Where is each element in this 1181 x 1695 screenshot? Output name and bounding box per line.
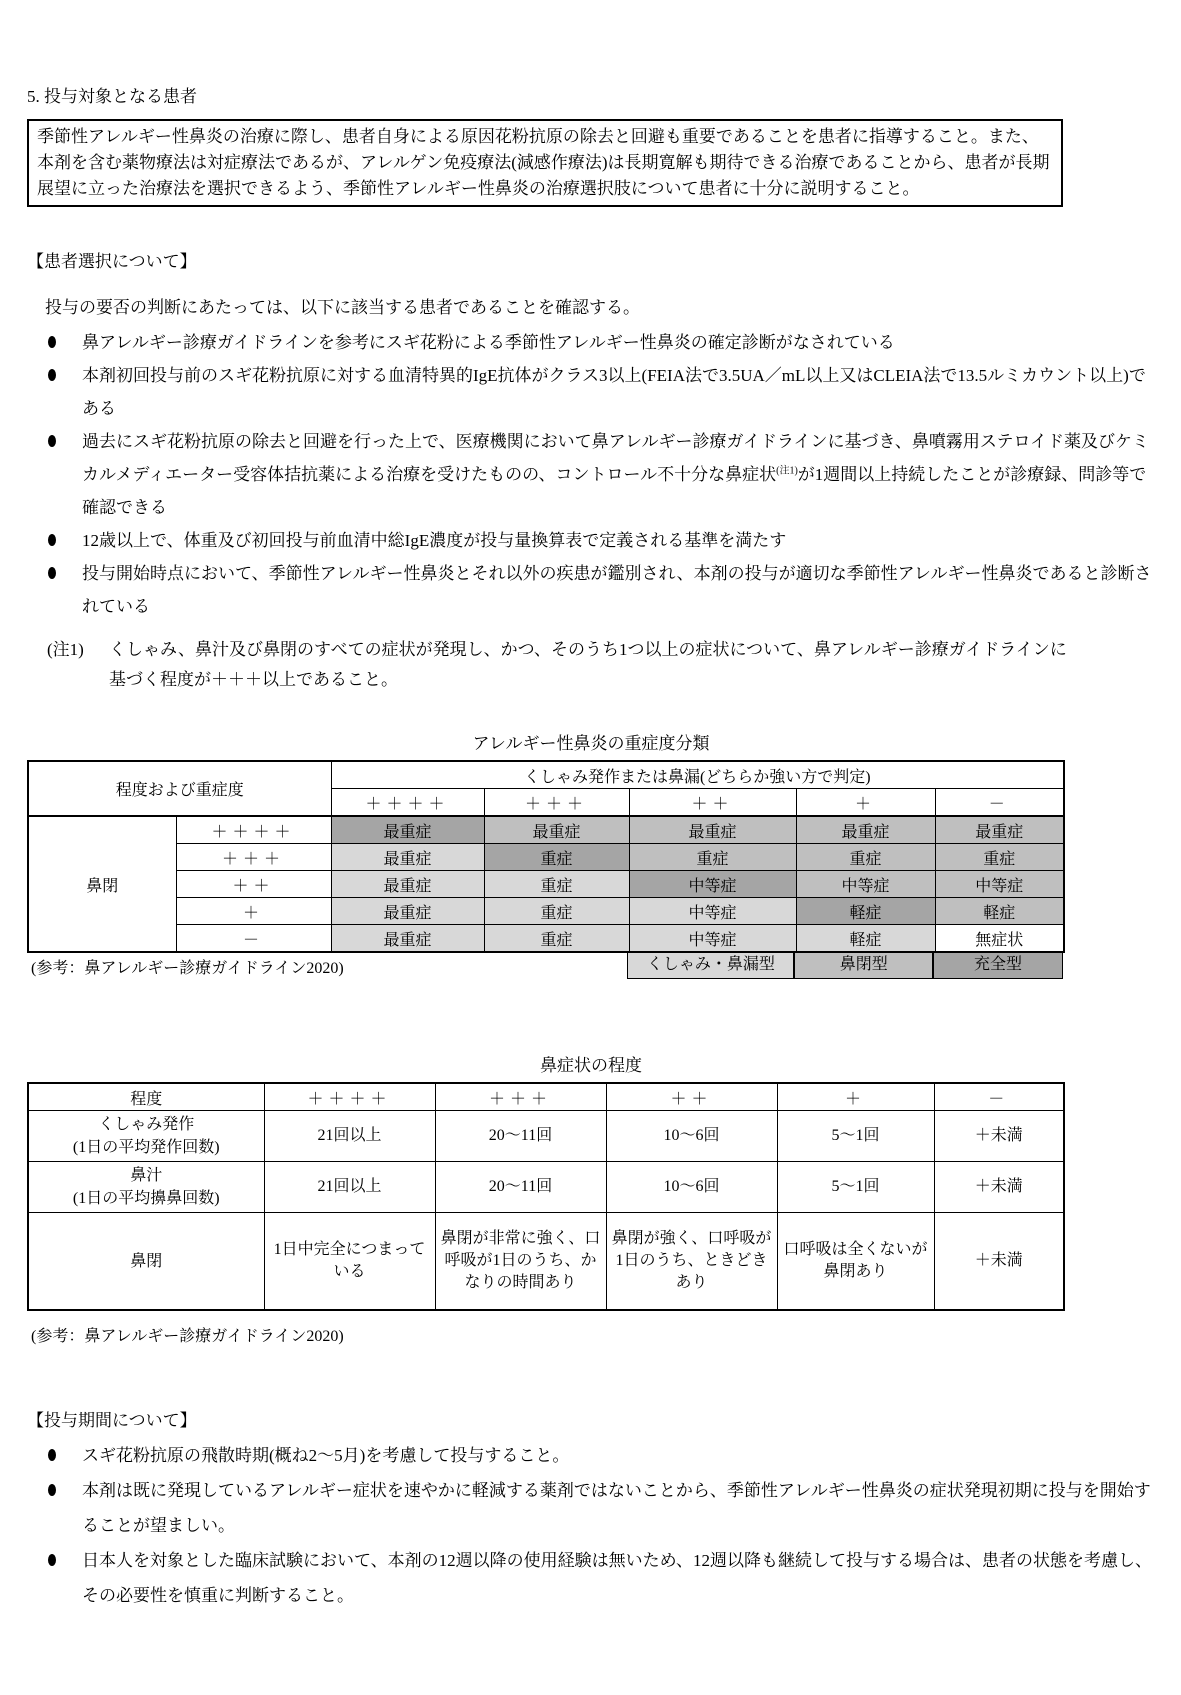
severity-row — [28, 925, 1064, 953]
bullet-item — [27, 524, 1155, 557]
severity-cell: 最重症 — [629, 816, 796, 844]
symptom-row-label — [28, 1213, 264, 1311]
type-cell: 充全型 — [933, 953, 1063, 979]
severity-cell: 最重症 — [331, 871, 484, 898]
symptom-cell: ＋未満 — [934, 1111, 1064, 1162]
severity-cell: 最重症 — [331, 898, 484, 925]
severity-table — [27, 760, 1065, 953]
severity-type-row — [27, 953, 1063, 979]
col-header: ＋＋＋ — [484, 789, 629, 817]
symptom-cell: 5〜1回 — [777, 1111, 934, 1162]
severity-cell: 重症 — [484, 844, 629, 871]
col-header: － — [935, 789, 1064, 817]
type-cell: 鼻閉型 — [794, 953, 933, 979]
severity-cell: 重症 — [484, 871, 629, 898]
severity-corner-header: 程度および重症度 — [28, 761, 331, 816]
bullet-text: 12歳以上で、体重及び初回投与前血清中総IgE濃度が投与量換算表で定義される基準を満たす — [82, 531, 787, 550]
bullet-text: 本剤初回投与前のスギ花粉抗原に対する血清特異的IgE抗体がクラス3以上(FEIA法で3.5UA／mL以上又はCLEIA法で13.5ルミカウント以上)である — [82, 366, 1146, 418]
bullet-icon — [48, 336, 56, 348]
severity-cell: 無症状 — [935, 925, 1064, 953]
col-header: ＋＋＋ — [435, 1083, 606, 1111]
bullet-text: 投与開始時点において、季節性アレルギー性鼻炎とそれ以外の疾患が鑑別され、本剤の投与が適切な季節性アレルギー性鼻炎であると診断されている — [82, 564, 1152, 616]
symptom-cell: 1日中完全につまっている — [264, 1213, 435, 1311]
patient-selection-intro: 投与の要否の判断にあたっては、以下に該当する患者であることを確認する。 — [45, 298, 640, 317]
severity-cell: 重症 — [935, 844, 1064, 871]
severity-cell: 最重症 — [796, 816, 935, 844]
bullet-text-pre: 過去にスギ花粉抗原の除去と回避を行った上で、医療機関において鼻アレルギー診療ガイドラインに基づき、鼻噴霧用ステロイド薬及びケミカルメディエーター受容体拮抗薬による治療を受けたものの、コントロール不十分な鼻症状 — [82, 432, 1150, 484]
severity-cell: 最重症 — [331, 844, 484, 871]
symptom-row-label — [28, 1162, 264, 1213]
bullet-icon — [48, 369, 56, 381]
row-header: ＋＋＋＋ — [176, 816, 331, 844]
severity-cell: 中等症 — [796, 871, 935, 898]
dosing-period-bullets — [27, 1438, 1155, 1613]
degree-header: 程度 — [28, 1083, 264, 1111]
row-header: － — [176, 925, 331, 953]
severity-cell: 重症 — [484, 898, 629, 925]
symptom-cell: 21回以上 — [264, 1162, 435, 1213]
symptom-name: 鼻汁 — [130, 1167, 163, 1184]
severity-cell: 最重症 — [484, 816, 629, 844]
severity-cell: 重症 — [484, 925, 629, 953]
symptom-table-reference: (参考：鼻アレルギー診療ガイドライン2020) — [31, 1328, 344, 1345]
bullet-icon — [48, 1449, 56, 1461]
severity-row — [28, 844, 1064, 871]
symptom-sublabel: (1日の平均擤鼻回数) — [72, 1190, 220, 1207]
bullet-text: スギ花粉抗原の飛散時期(概ね2〜5月)を考慮して投与すること。 — [82, 1446, 570, 1465]
bullet-text: 本剤は既に発現しているアレルギー症状を速やかに軽減する薬剤ではないことから、季節性アレルギー性鼻炎の症状発現初期に投与を開始することが望ましい。 — [82, 1481, 1151, 1535]
symptom-cell: 口呼吸は全くないが鼻閉あり — [777, 1213, 934, 1311]
symptom-name: くしゃみ発作 — [98, 1116, 195, 1133]
row-header: ＋＋＋ — [176, 844, 331, 871]
bullet-item — [27, 557, 1155, 623]
severity-cell: 中等症 — [629, 925, 796, 953]
symptom-row-label — [28, 1111, 264, 1162]
col-header: － — [934, 1083, 1064, 1111]
bullet-text: 日本人を対象とした臨床試験において、本剤の12週以降の使用経験は無いため、12週以降も継続して投与する場合は、患者の状態を考慮し、その必要性を慎重に判断すること。 — [82, 1551, 1152, 1605]
dosing-period-title: 【投与期間について】 — [27, 1411, 197, 1430]
bullet-icon — [48, 567, 56, 579]
severity-row — [28, 816, 1064, 844]
severity-cell: 軽症 — [796, 898, 935, 925]
symptom-cell: 鼻閉が非常に強く、口呼吸が1日のうち、かなりの時間あり — [435, 1213, 606, 1311]
type-cell: くしゃみ・鼻漏型 — [627, 953, 794, 979]
severity-cell: 最重症 — [331, 925, 484, 953]
severity-cell: 重症 — [796, 844, 935, 871]
col-header: ＋＋ — [629, 789, 796, 817]
symptom-cell: 鼻閉が強く、口呼吸が1日のうち、ときどきあり — [606, 1213, 777, 1311]
symptom-cell: 5〜1回 — [777, 1162, 934, 1213]
bullet-item — [27, 359, 1155, 425]
severity-cell: 最重症 — [935, 816, 1064, 844]
bullet-icon — [48, 534, 56, 546]
note1-text: くしゃみ、鼻汁及び鼻閉のすべての症状が発現し、かつ、そのうち1つ以上の症状について、鼻アレルギー診療ガイドラインに基づく程度が＋＋＋以上であること。 — [109, 640, 1067, 689]
symptom-row — [28, 1111, 1064, 1162]
col-header: ＋＋＋＋ — [331, 789, 484, 817]
severity-row — [28, 898, 1064, 925]
bullet-icon — [48, 1484, 56, 1496]
bullet-item — [27, 1543, 1155, 1613]
severity-cell: 中等症 — [935, 871, 1064, 898]
patient-selection-bullets — [27, 326, 1155, 623]
row-header: ＋ — [176, 898, 331, 925]
notice-box — [27, 119, 1063, 207]
severity-table-reference: (参考：鼻アレルギー診療ガイドライン2020) — [31, 959, 344, 977]
symptom-cell: 10〜6回 — [606, 1111, 777, 1162]
severity-table-title: アレルギー性鼻炎の重症度分類 — [472, 734, 710, 753]
bullet-item — [27, 326, 1155, 359]
symptom-table-title: 鼻症状の程度 — [540, 1056, 642, 1075]
col-header: ＋ — [796, 789, 935, 817]
symptom-cell: 10〜6回 — [606, 1162, 777, 1213]
bullet-item — [27, 1473, 1155, 1543]
bullet-item — [27, 425, 1155, 524]
severity-cell: 重症 — [629, 844, 796, 871]
severity-cell: 中等症 — [629, 871, 796, 898]
bullet-item — [27, 1438, 1155, 1473]
patient-selection-title: 【患者選択について】 — [27, 252, 197, 271]
bullet-text: 鼻アレルギー診療ガイドラインを参考にスギ花粉による季節性アレルギー性鼻炎の確定診断がなされている — [82, 333, 895, 352]
severity-cell: 中等症 — [629, 898, 796, 925]
severity-cell: 軽症 — [796, 925, 935, 953]
symptom-sublabel: (1日の平均発作回数) — [72, 1139, 220, 1156]
notice-text: 季節性アレルギー性鼻炎の治療に際し、患者自身による原因花粉抗原の除去と回避も重要であることを患者に指導すること。また、本剤を含む薬物療法は対症療法であるが、アレルゲン免疫療法(減感作療法)は長期寛解も期待できる治療であることから、患者が長期展望に立った治療法を選択できるよう、季節性アレルギー性鼻炎の治療選択肢について患者に十分に説明すること。 — [37, 127, 1050, 198]
note1-reference-mark: (注1) — [776, 465, 798, 477]
symptom-cell: ＋未満 — [934, 1213, 1064, 1311]
bullet-icon — [48, 435, 56, 447]
symptom-row — [28, 1162, 1064, 1213]
symptom-cell: 20〜11回 — [435, 1111, 606, 1162]
severity-row-group-header: 鼻閉 — [28, 816, 176, 952]
col-header: ＋＋＋＋ — [264, 1083, 435, 1111]
row-header: ＋＋ — [176, 871, 331, 898]
note1-paragraph — [27, 635, 1155, 695]
severity-col-group-header: くしゃみ発作または鼻漏(どちらか強い方で判定) — [331, 761, 1064, 789]
col-header: ＋ — [777, 1083, 934, 1111]
col-header: ＋＋ — [606, 1083, 777, 1111]
symptom-header-row — [28, 1083, 1064, 1111]
symptom-table — [27, 1082, 1065, 1311]
severity-cell: 軽症 — [935, 898, 1064, 925]
severity-header-row-1 — [28, 761, 1064, 789]
symptom-cell: 21回以上 — [264, 1111, 435, 1162]
bullet-text-post: が1週間以上持続したことが診療録、問診等で確認できる — [82, 465, 1147, 517]
symptom-name: 鼻閉 — [130, 1252, 163, 1270]
symptom-row — [28, 1213, 1064, 1311]
note1-label: (注1) — [47, 640, 84, 659]
severity-cell: 最重症 — [331, 816, 484, 844]
bullet-icon — [48, 1554, 56, 1566]
symptom-cell: 20〜11回 — [435, 1162, 606, 1213]
section-heading: 5. 投与対象となる患者 — [27, 87, 197, 106]
severity-row — [28, 871, 1064, 898]
symptom-cell: ＋未満 — [934, 1162, 1064, 1213]
bullet-text — [82, 425, 1155, 524]
